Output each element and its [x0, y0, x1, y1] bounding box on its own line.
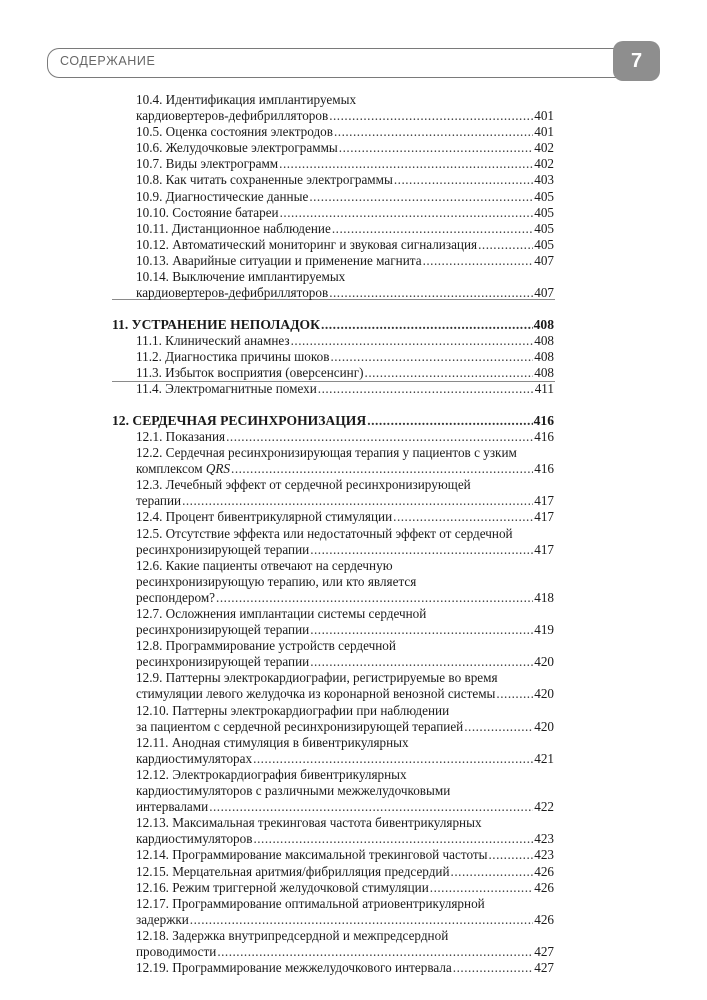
toc-entry[interactable]	[112, 638, 554, 654]
dot-leader	[231, 461, 533, 477]
toc-page-number: 427	[534, 960, 554, 976]
toc-page-number: 420	[534, 718, 554, 734]
toc-entry-title: ресинхронизирующей терапии	[136, 541, 310, 557]
toc-page-number: 420	[534, 686, 554, 702]
toc-page-number: 411	[534, 381, 554, 397]
dot-leader	[217, 944, 533, 960]
dot-leader	[423, 253, 534, 269]
toc-entry[interactable]	[112, 108, 554, 124]
toc-entry-title: 12.12. Электрокардиография бивентрикулярных	[136, 766, 407, 782]
toc-page-number: 421	[534, 750, 554, 766]
toc-entry-title: 10.10. Состояние батареи	[136, 204, 279, 220]
toc-entry[interactable]	[112, 140, 554, 156]
toc-entry[interactable]	[112, 205, 554, 221]
dot-leader	[253, 831, 533, 847]
toc-entry-title: стимуляции левого желудочка из коронарной венозной системы	[136, 686, 496, 702]
toc-entry[interactable]	[112, 172, 554, 188]
dot-leader	[453, 960, 533, 976]
toc-entry[interactable]	[112, 606, 554, 622]
toc-page-number: 426	[534, 911, 554, 927]
toc-entry[interactable]	[112, 751, 554, 767]
toc-entry[interactable]	[112, 269, 554, 285]
toc-entry[interactable]	[112, 333, 554, 349]
dot-leader	[367, 413, 532, 429]
dot-leader	[430, 880, 533, 896]
dot-leader	[330, 349, 533, 365]
toc-entry-title: 12.17. Программирование оптимальной атриовентрикулярной	[136, 895, 485, 911]
toc-page-number: 405	[534, 204, 554, 220]
toc-entry[interactable]	[112, 493, 554, 509]
toc-entry-title: 12.18. Задержка внутрипредсердной и межпредсердной	[136, 927, 449, 943]
toc-page-number: 403	[534, 172, 554, 188]
toc-entry-title: 11.3. Избыток восприятия (оверсенсинг)	[136, 365, 364, 381]
dot-leader	[279, 156, 533, 172]
dot-leader	[488, 847, 533, 863]
toc-entry-title: 10.6. Желудочковые электрограммы	[136, 140, 338, 156]
dot-leader	[291, 333, 534, 349]
toc-entry[interactable]	[112, 124, 554, 140]
toc-page-number: 405	[534, 220, 554, 236]
toc-entry[interactable]	[112, 92, 554, 108]
toc-entry-title: проводимости	[136, 943, 217, 959]
toc-page-number: 408	[533, 316, 554, 332]
toc-page-number: 419	[534, 622, 554, 638]
dot-leader	[334, 124, 533, 140]
toc-entry[interactable]	[112, 864, 554, 880]
toc-entry-title: кардиовертеров-дефибрилляторов	[136, 285, 329, 301]
toc-entry[interactable]	[112, 285, 554, 301]
dot-leader	[226, 429, 533, 445]
toc-entry[interactable]	[112, 831, 554, 847]
toc-entry-title: кардиостимуляторов с различными межжелудочковыми	[136, 783, 451, 799]
toc-entry-title: ресинхронизирующей терапии	[136, 654, 310, 670]
dot-leader	[310, 542, 533, 558]
toc-entry[interactable]	[112, 189, 554, 205]
toc-entry-title: 12.1. Показания	[136, 428, 226, 444]
toc-entry[interactable]	[112, 574, 554, 590]
toc-entry-title: 12.5. Отсутствие эффекта или недостаточный эффект от сердечной	[136, 525, 513, 541]
dot-leader	[332, 221, 533, 237]
toc-entry[interactable]	[112, 767, 554, 783]
toc-entry-title: 12.11. Анодная стимуляция в бивентрикулярных	[136, 734, 409, 750]
toc-entry-title: терапии	[136, 493, 182, 509]
toc-entry[interactable]	[112, 156, 554, 172]
toc-entry-title: 12.8. Программирование устройств сердечной	[136, 638, 396, 654]
dot-leader	[216, 590, 533, 606]
toc-entry-title: 12. СЕРДЕЧНАЯ РЕСИНХРОНИЗАЦИЯ	[112, 412, 367, 428]
toc-entry-title: ресинхронизирующую терапию, или кто является	[136, 573, 417, 589]
dot-leader	[309, 189, 533, 205]
toc-entry[interactable]	[112, 237, 554, 253]
toc-entry[interactable]	[112, 381, 554, 397]
toc-entry[interactable]	[112, 783, 554, 799]
toc-entry[interactable]	[112, 670, 554, 686]
toc-entry[interactable]	[112, 253, 554, 269]
dot-leader	[394, 172, 533, 188]
dot-leader	[190, 912, 533, 928]
toc-entry-title: 12.14. Программирование максимальной трекинговой частоты	[136, 847, 488, 863]
dot-leader	[310, 622, 533, 638]
toc-entry[interactable]	[112, 558, 554, 574]
toc-entry-title: 12.13. Максимальная трекинговая частота бивентрикулярных	[136, 815, 482, 831]
toc-entry-title: 10.9. Диагностические данные	[136, 188, 309, 204]
toc-entry[interactable]	[112, 880, 554, 896]
toc-entry[interactable]	[112, 960, 554, 976]
toc-entry-title: 12.10. Паттерны электрокардиографии при наблюдении	[136, 702, 450, 718]
toc-page-number: 405	[534, 236, 554, 252]
dot-leader	[280, 205, 534, 221]
toc-page-number: 407	[534, 285, 554, 301]
toc-entry-title: 11.2. Диагностика причины шоков	[136, 349, 330, 364]
toc-page-number: 402	[534, 156, 554, 172]
toc-entry-title: 11.4. Электромагнитные помехи	[136, 381, 317, 397]
toc-entry-title: 10.12. Автоматический мониторинг и звуковая сигнализация	[136, 236, 478, 252]
toc-page-number: 417	[534, 493, 554, 509]
toc-entry-title: 11.1. Клинический анамнез	[136, 332, 290, 348]
toc-page-number: 408	[534, 349, 554, 364]
toc-entry[interactable]	[112, 445, 554, 461]
table-of-contents	[112, 92, 554, 976]
dot-leader	[451, 864, 534, 880]
toc-entry[interactable]	[112, 686, 554, 702]
toc-entry-title: 12.19. Программирование межжелудочкового интервала	[136, 960, 452, 976]
dot-leader	[321, 317, 533, 333]
toc-entry-title: кардиостимуляторах	[136, 750, 253, 766]
toc-entry-title: 10.11. Дистанционное наблюдение	[136, 220, 331, 236]
toc-entry-title: 10.8. Как читать сохраненные электрограммы	[136, 172, 393, 188]
toc-page-number: 422	[534, 799, 554, 815]
toc-entry-title: 11. УСТРАНЕНИЕ НЕПОЛАДОК	[112, 316, 320, 332]
dot-leader	[339, 140, 533, 156]
toc-entry[interactable]	[112, 944, 554, 960]
toc-entry-title: 12.3. Лечебный эффект от сердечной ресинхронизирующей	[136, 477, 471, 493]
toc-entry-title: 10.5. Оценка состояния электродов	[136, 124, 333, 140]
toc-entry-title: комплексом QRS	[136, 461, 231, 477]
section-gap	[112, 397, 554, 413]
dot-leader	[310, 654, 533, 670]
toc-entry-title: кардиовертеров-дефибрилляторов	[136, 108, 329, 124]
dot-leader	[329, 285, 533, 301]
toc-page-number: 423	[534, 831, 554, 847]
toc-page-number: 416	[534, 428, 554, 444]
toc-entry-title: интервалами	[136, 799, 209, 815]
toc-page-number: 417	[534, 541, 554, 557]
toc-entry[interactable]	[112, 429, 554, 445]
toc-entry-title: 12.16. Режим триггерной желудочковой стимуляции	[136, 879, 429, 895]
toc-entry-title: 12.7. Осложнения имплантации системы сердечной	[136, 606, 427, 621]
toc-entry-title: 10.13. Аварийные ситуации и применение магнита	[136, 252, 422, 268]
toc-page-number: 405	[534, 188, 554, 204]
toc-entry-title: 10.7. Виды электрограмм	[136, 156, 279, 172]
toc-page-number: 416	[533, 412, 554, 428]
toc-page-number: 407	[534, 252, 554, 268]
dot-leader	[478, 237, 533, 253]
toc-entry-title: ресинхронизирующей терапии	[136, 622, 310, 638]
toc-entry[interactable]	[112, 461, 554, 477]
toc-entry[interactable]	[112, 365, 554, 381]
toc-entry[interactable]	[112, 654, 554, 670]
toc-entry[interactable]	[112, 703, 554, 719]
toc-entry[interactable]	[112, 477, 554, 493]
toc-entry[interactable]	[112, 349, 554, 365]
toc-page-number: 408	[534, 332, 554, 348]
toc-entry-title: 12.15. Мерцательная аритмия/фибрилляция предсердий	[136, 863, 450, 879]
toc-entry-title: респондером?	[136, 589, 216, 605]
page-header	[0, 0, 707, 90]
page-number-badge: 7	[613, 41, 660, 81]
toc-page-number: 401	[534, 108, 554, 124]
toc-entry[interactable]	[112, 896, 554, 912]
toc-chapter-entry[interactable]	[112, 413, 554, 429]
toc-entry-title: 12.9. Паттерны электрокардиографии, регистрируемые во время	[136, 670, 498, 686]
dot-leader	[318, 381, 534, 397]
toc-entry[interactable]	[112, 912, 554, 928]
toc-page-number: 423	[534, 847, 554, 863]
dot-leader	[365, 365, 534, 381]
toc-entry[interactable]	[112, 719, 554, 735]
toc-page-number: 420	[534, 654, 554, 670]
toc-page-number: 402	[534, 140, 554, 156]
toc-entry-title: кардиостимуляторов	[136, 831, 253, 847]
toc-entry[interactable]	[112, 542, 554, 558]
toc-entry-title: 10.14. Выключение имплантируемых	[136, 269, 346, 285]
dot-leader	[496, 686, 533, 702]
toc-entry[interactable]	[112, 735, 554, 751]
toc-page-number: 416	[534, 461, 554, 477]
toc-entry-title: за пациентом с сердечной ресинхронизирующей терапией	[136, 718, 464, 734]
toc-entry-title: задержки	[136, 911, 189, 927]
toc-entry-title: 12.6. Какие пациенты отвечают на сердечную	[136, 557, 393, 573]
toc-entry-title: 12.2. Сердечная ресинхронизирующая терапия у пациентов с узким	[136, 445, 517, 461]
toc-entry[interactable]	[112, 928, 554, 944]
dot-leader	[329, 108, 533, 124]
dot-leader	[464, 719, 533, 735]
toc-entry[interactable]	[112, 622, 554, 638]
toc-page-number: 401	[534, 124, 554, 140]
toc-page-number: 426	[534, 863, 554, 879]
dot-leader	[182, 493, 533, 509]
toc-entry[interactable]	[112, 815, 554, 831]
toc-entry-title: 12.4. Процент бивентрикулярной стимуляции	[136, 509, 393, 525]
toc-entry[interactable]	[112, 509, 554, 525]
toc-page-number: 408	[534, 365, 554, 381]
dot-leader	[209, 799, 533, 815]
toc-entry-title: 10.4. Идентификация имплантируемых	[136, 92, 357, 107]
toc-entry[interactable]	[112, 526, 554, 542]
toc-page-number: 417	[534, 509, 554, 525]
toc-page-number: 427	[534, 943, 554, 959]
toc-page-number: 426	[534, 879, 554, 895]
section-gap	[112, 301, 554, 317]
toc-chapter-entry[interactable]	[112, 317, 554, 333]
toc-entry[interactable]	[112, 221, 554, 237]
dot-leader	[253, 751, 533, 767]
toc-page-number: 418	[534, 589, 554, 605]
section-title: СОДЕРЖАНИЕ	[60, 54, 156, 68]
toc-entry[interactable]	[112, 590, 554, 606]
toc-entry[interactable]	[112, 847, 554, 863]
dot-leader	[393, 509, 533, 525]
toc-entry[interactable]	[112, 799, 554, 815]
